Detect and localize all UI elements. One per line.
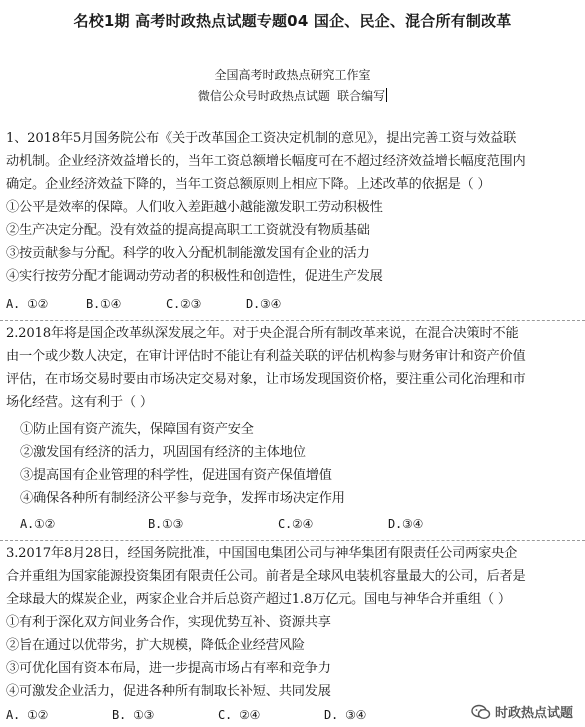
q3-item-3: ③可优化国有资本布局，进一步提高市场占有率和竞争力 <box>6 661 331 676</box>
q2-item-1: ①防止国有资产流失，保障国有资产安全 <box>20 422 254 437</box>
q2-options <box>20 514 585 534</box>
q1-options <box>6 294 581 314</box>
q1-stem-line-1: 1、2018年5月国务院公布《关于改革国企工资决定机制的意见》，提出完善工资与效益联 <box>6 131 517 146</box>
q2-stem-line-1: 2.2018年将是国企改革纵深发展之年。对于央企混合所有制改革来说，在混合决策时不能 <box>6 326 519 341</box>
q3-item-1: ①有利于深化双方间业务合作，实现优势互补、资源共享 <box>6 615 331 630</box>
q3-item-2: ②旨在通过以优带劣，扩大规模，降低企业经营风险 <box>6 638 305 653</box>
q3-option-c: C. ②④ <box>218 708 261 722</box>
q3-option-a: A. ①② <box>6 708 49 722</box>
watermark-text: 时政热点试题 <box>494 706 573 721</box>
q2-stem-line-2: 由一个或少数人决定，在审计评估时不能让有利益关联的评估机构参与财务审计和资产价值 <box>6 349 526 364</box>
q3-option-d: D. ③④ <box>324 708 367 722</box>
q1-option-c: C.②③ <box>166 297 202 311</box>
q1-item-4: ④实行按劳分配才能调动劳动者的积极性和创造性，促进生产发展 <box>6 269 383 284</box>
q1-option-a: A. ①② <box>6 297 49 311</box>
q3-stem-line-2: 合并重组为国家能源投资集团有限责任公司。前者是全球风电装机容量最大的公司，后者是 <box>6 569 526 584</box>
q2-option-d: D.③④ <box>388 517 424 531</box>
q3-option-b: B. ①③ <box>112 708 155 722</box>
q3-item-4: ④可激发企业活力，促进各种所有制取长补短、共同发展 <box>6 684 331 699</box>
q3-stem-line-1: 3.2017年8月28日，经国务院批准，中国国电集团公司与神华集团有限责任公司两家央企 <box>6 546 518 561</box>
q2-option-c: C.②④ <box>278 517 314 531</box>
q1-option-b: B.①④ <box>86 297 122 311</box>
q2-stem-line-3: 评估，在市场交易时要由市场决定交易对象，让市场发现国资价格，要注重公司化治理和市 <box>6 372 526 387</box>
divider <box>0 540 585 541</box>
subtitle-authors-text: 微信公众号时政热点试题 联合编写 <box>197 89 386 103</box>
q1-item-2: ②生产决定分配。没有效益的提高提高职工工资就没有物质基础 <box>6 223 370 238</box>
q3-stem-line-3: 全球最大的煤炭企业，两家企业合并后总资产超过1.8万亿元。国电与神华合并重组（ ） <box>6 592 511 607</box>
q1-stem-line-2: 动机制。企业经济效益增长的，当年工资总额增长幅度可在不超过经济效益增长幅度范围内 <box>6 154 526 169</box>
watermark <box>467 700 577 723</box>
q2-item-2: ②激发国有经济的活力，巩固国有经济的主体地位 <box>20 445 306 460</box>
document-title: 名校1期 高考时政热点试题专题04 国企、民企、混合所有制改革 <box>73 12 512 30</box>
text-cursor <box>386 88 387 102</box>
q2-item-3: ③提高国有企业管理的科学性，促进国有资产保值增值 <box>20 468 332 483</box>
document-subtitle-authors <box>0 87 585 104</box>
q2-option-a: A.①② <box>20 517 56 531</box>
q2-item-4: ④确保各种所有制经济公平参与竞争，发挥市场决定作用 <box>20 491 345 506</box>
document-subtitle-studio: 全国高考时政热点研究工作室 <box>214 68 371 82</box>
q1-stem-line-3: 确定。企业经济效益下降的，当年工资总额原则上相应下降。上述改革的依据是（ ） <box>6 177 491 192</box>
q2-stem-line-4: 场化经营。这有利于（ ） <box>6 395 153 410</box>
q2-option-b: B.①③ <box>148 517 184 531</box>
q1-item-1: ①公平是效率的保障。人们收入差距越小越能激发职工劳动积极性 <box>6 200 383 215</box>
wechat-icon <box>471 704 491 720</box>
q1-item-3: ③按贡献参与分配。科学的收入分配机制能激发国有企业的活力 <box>6 246 370 261</box>
divider <box>0 320 585 321</box>
q1-option-d: D.③④ <box>246 297 282 311</box>
